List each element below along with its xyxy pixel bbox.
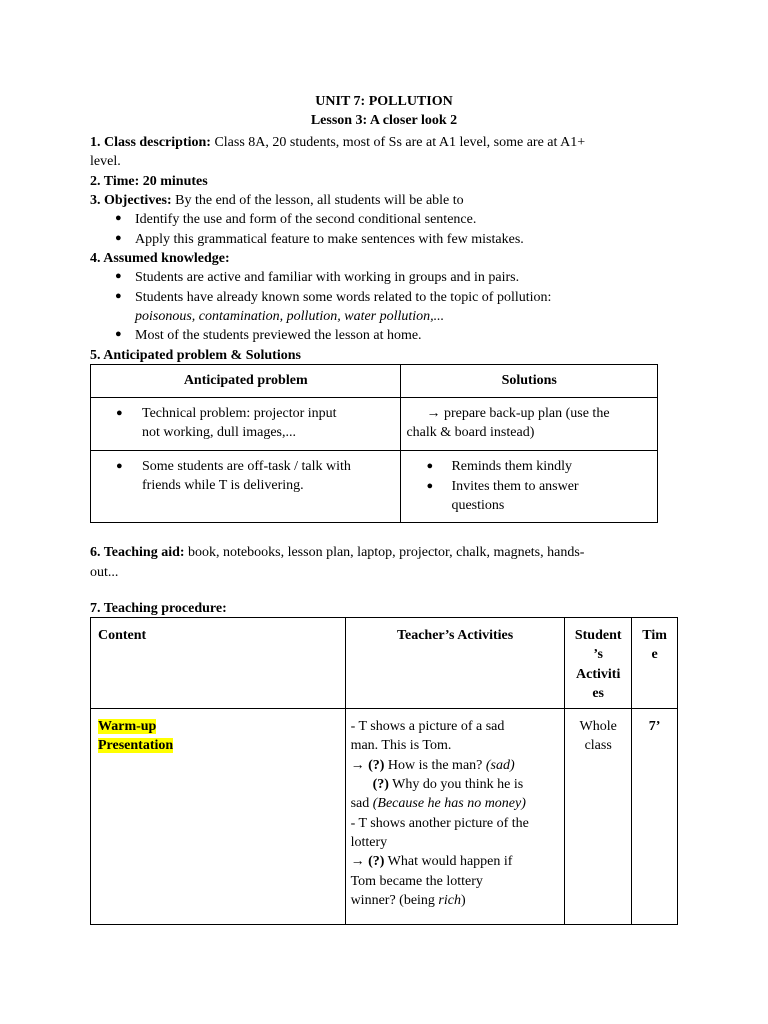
bullet-icon: ● — [426, 480, 434, 492]
teaching-aid-text: book, notebooks, lesson plan, laptop, projector, chalk, magnets, hands- — [184, 545, 585, 560]
problem-line: friends while T is delivering. — [142, 478, 304, 493]
solution-line: chalk & board instead) — [406, 425, 535, 440]
problem-cell — [91, 398, 401, 451]
solution-line: Reminds them kindly — [451, 459, 573, 474]
problem-line: not working, dull images,... — [142, 425, 296, 440]
bullet-icon: ● — [116, 460, 123, 472]
bullet-icon: ● — [115, 212, 122, 224]
problem-line: Technical problem: projector input — [142, 406, 337, 421]
teaching-aid — [90, 543, 680, 562]
knowledge-item: Most of the students previewed the lesson at home. — [135, 328, 422, 343]
objectives-text: By the end of the lesson, all students will be able to — [171, 193, 464, 208]
assumed-knowledge-label: 4. Assumed knowledge: — [90, 251, 230, 266]
procedure-header-time: Tim e — [632, 618, 678, 709]
solution-cell — [401, 451, 658, 523]
unit-title: UNIT 7: POLLUTION — [315, 94, 453, 109]
problem-cell — [91, 451, 401, 523]
procedure-table — [90, 617, 678, 925]
problems-label: 5. Anticipated problem & Solutions — [90, 348, 301, 363]
procedure-time-cell — [632, 709, 678, 925]
solution-line: → prepare back-up plan (use the — [426, 406, 610, 421]
stage-warm-up: Warm-up — [98, 719, 157, 734]
problem-line: Some students are off-task / talk with — [142, 459, 351, 474]
procedure-teacher-cell — [345, 709, 565, 925]
lesson-title: Lesson 3: A closer look 2 — [310, 113, 458, 128]
teacher-line: sad (Because he has no money) — [350, 796, 526, 811]
objective-item: Apply this grammatical feature to make sentences with few mistakes. — [135, 232, 524, 247]
teacher-line: → (?) How is the man? (sad) — [350, 758, 515, 773]
time-label: 2. Time: 20 minutes — [90, 174, 208, 189]
class-description-line2: level. — [90, 154, 121, 169]
teacher-line: man. This is Tom. — [350, 738, 452, 753]
bullet-icon: ● — [116, 407, 123, 419]
objective-item: Identify the use and form of the second conditional sentence. — [135, 212, 477, 227]
stage-presentation: Presentation — [98, 738, 174, 753]
bullet-icon: ● — [115, 232, 122, 244]
solution-cell — [401, 398, 658, 451]
procedure-student-cell — [565, 709, 632, 925]
teacher-line: winner? (being rich) — [350, 893, 466, 908]
procedure-header-student: Student ’s Activiti es — [565, 618, 632, 709]
solution-line: Invites them to answer — [451, 479, 579, 494]
problems-table — [90, 364, 658, 523]
bullet-icon: ● — [426, 460, 434, 472]
objectives-label: 3. Objectives: — [90, 193, 172, 208]
teacher-line: → (?) What would happen if — [350, 854, 513, 869]
class-description — [90, 133, 680, 152]
solution-line: questions — [451, 498, 505, 513]
problems-header-solutions: Solutions — [401, 365, 658, 398]
teacher-line: - T shows another picture of the — [350, 816, 529, 831]
knowledge-item-examples: poisonous, contamination, pollution, water pollution,... — [135, 309, 445, 324]
student-line: class — [584, 738, 612, 753]
class-description-text: Class 8A, 20 students, most of Ss are at A1 level, some are at A1+ — [210, 135, 586, 150]
student-line: Whole — [579, 719, 617, 734]
procedure-content-cell — [91, 709, 346, 925]
knowledge-item: Students have already known some words related to the topic of pollution: — [135, 290, 552, 305]
procedure-header-teacher: Teacher’s Activities — [345, 618, 565, 709]
teacher-line: Tom became the lottery — [350, 874, 483, 889]
teaching-aid-line2: out... — [90, 565, 119, 580]
time-value: 7’ — [648, 719, 661, 734]
teacher-line: lottery — [350, 835, 388, 850]
procedure-header-content: Content — [91, 618, 346, 709]
teacher-line: - T shows a picture of a sad — [350, 719, 505, 734]
teacher-line: (?) Why do you think he is — [372, 777, 524, 792]
bullet-icon: ● — [115, 270, 122, 282]
problems-header-problem: Anticipated problem — [91, 365, 401, 398]
teaching-aid-label: 6. Teaching aid: — [90, 545, 185, 560]
bullet-icon: ● — [115, 328, 122, 340]
procedure-label: 7. Teaching procedure: — [90, 601, 227, 616]
knowledge-item: Students are active and familiar with working in groups and in pairs. — [135, 270, 520, 285]
objectives — [90, 191, 680, 210]
class-description-label: 1. Class description: — [90, 135, 211, 150]
bullet-icon: ● — [115, 290, 122, 302]
